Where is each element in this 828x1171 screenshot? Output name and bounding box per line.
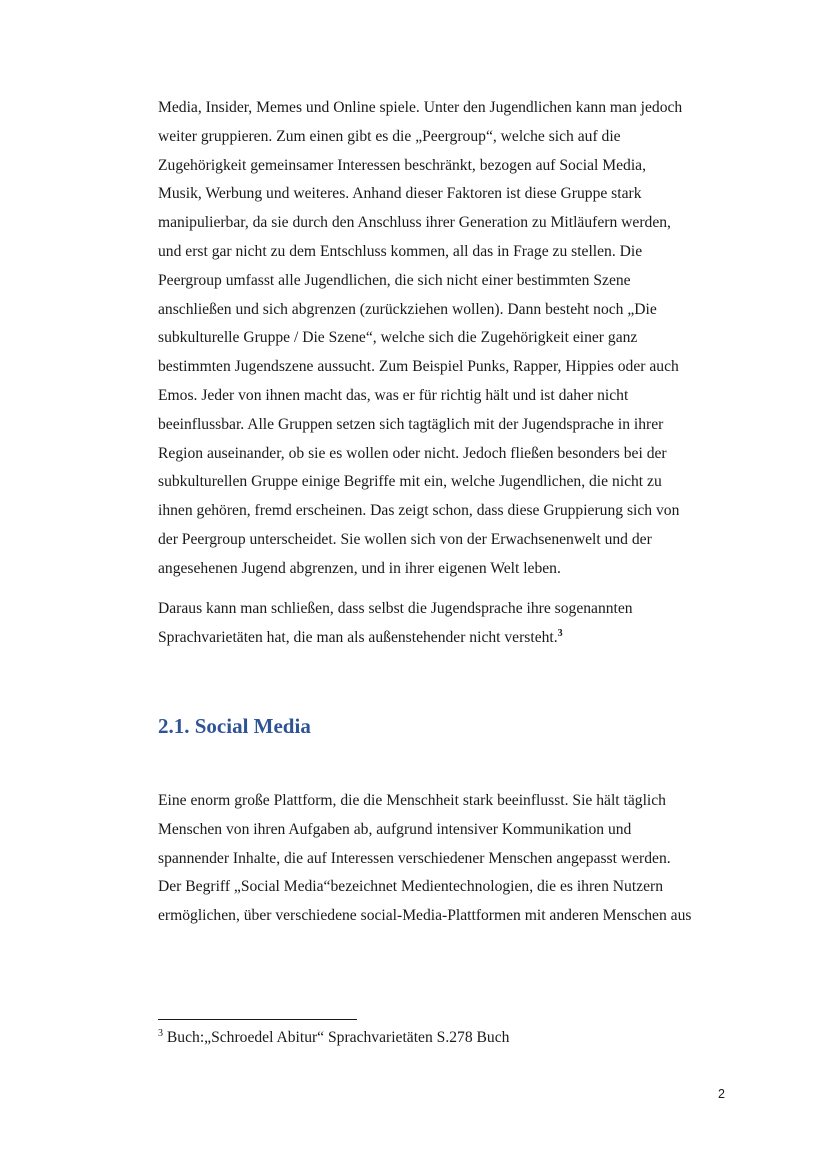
page-number: 2 <box>718 1087 725 1101</box>
text-line: Eine enorm große Plattform, die die Menschheit stark beeinflusst. Sie hält täglich <box>158 792 666 809</box>
footnote <box>158 1026 509 1050</box>
section-title: Social Media <box>194 714 311 738</box>
text-line: Musik, Werbung und weiteres. Anhand dieser Faktoren ist diese Gruppe stark <box>158 185 642 203</box>
footnote-reference[interactable]: 3 <box>557 627 563 639</box>
text-line: Emos. Jeder von ihnen macht das, was er für richtig hält und ist daher nicht <box>158 386 629 404</box>
text-line: Peergroup umfasst alle Jugendlichen, die sich nicht einer bestimmten Szene <box>158 271 631 289</box>
text-line: der Peergroup unterscheidet. Sie wollen sich von der Erwachsenenwelt und der <box>158 530 652 548</box>
text-line: weiter gruppieren. Zum einen gibt es die „Peergroup“, welche sich auf die <box>158 127 621 145</box>
text-line: ihnen gehören, fremd erscheinen. Das zeigt schon, dass diese Gruppierung sich von <box>158 502 680 520</box>
text-line: anschließen und sich abgrenzen (zurückziehen wollen). Dann besteht noch „Die <box>158 300 657 318</box>
text-line <box>158 624 738 653</box>
text-line: ermöglichen, über verschiedene social-Media-Plattformen mit anderen Menschen aus <box>158 907 692 925</box>
text-line: und erst gar nicht zu dem Entschluss kommen, all das in Frage zu stellen. Die <box>158 242 643 260</box>
text-line: bestimmten Jugendszene aussucht. Zum Beispiel Punks, Rapper, Hippies oder auch <box>158 358 679 376</box>
text-line: subkulturellen Gruppe einige Begriffe mit ein, welche Jugendlichen, die nicht zu <box>158 473 662 491</box>
footnote-text: Buch:„Schroedel Abitur“ Sprachvarietäten S.278 Buch <box>166 1029 510 1046</box>
paragraph-peergroup <box>158 94 738 584</box>
text-line: Menschen von ihren Aufgaben ab, aufgrund intensiver Kommunikation und <box>158 820 632 838</box>
paragraph-conclusion <box>158 595 738 653</box>
text-line: Daraus kann man schließen, dass selbst die Jugendsprache ihre sogenannten <box>158 600 633 617</box>
text-line: Region auseinander, ob sie es wollen oder nicht. Jedoch fließen besonders bei der <box>158 444 667 462</box>
text-line: Der Begriff „Social Media“bezeichnet Medientechnologien, die es ihren Nutzern <box>158 878 664 896</box>
text-line-content: Sprachvarietäten hat, die man als außenstehender nicht versteht. <box>158 628 558 646</box>
text-line: beeinflussbar. Alle Gruppen setzen sich tagtäglich mit der Jugendsprache in ihrer <box>158 415 664 433</box>
footnote-separator <box>158 1019 357 1020</box>
paragraph-social-media <box>158 787 738 931</box>
text-line: angesehenen Jugend abgrenzen, und in ihrer eigenen Welt leben. <box>158 559 561 577</box>
footnote-number: 3 <box>158 1027 163 1039</box>
text-line: subkulturelle Gruppe / Die Szene“, welche sich die Zugehörigkeit einer ganz <box>158 329 638 347</box>
section-number: 2.1. <box>158 714 190 738</box>
text-line: Zugehörigkeit gemeinsamer Interessen beschränkt, bezogen auf Social Media, <box>158 156 646 174</box>
section-heading <box>158 708 311 744</box>
text-line: Media, Insider, Memes und Online spiele. Unter den Jugendlichen kann man jedoch <box>158 99 683 116</box>
text-line: manipulierbar, da sie durch den Anschluss ihrer Generation zu Mitläufern werden, <box>158 214 671 232</box>
text-line: spannender Inhalte, die auf Interessen verschiedener Menschen angepasst werden. <box>158 849 671 867</box>
